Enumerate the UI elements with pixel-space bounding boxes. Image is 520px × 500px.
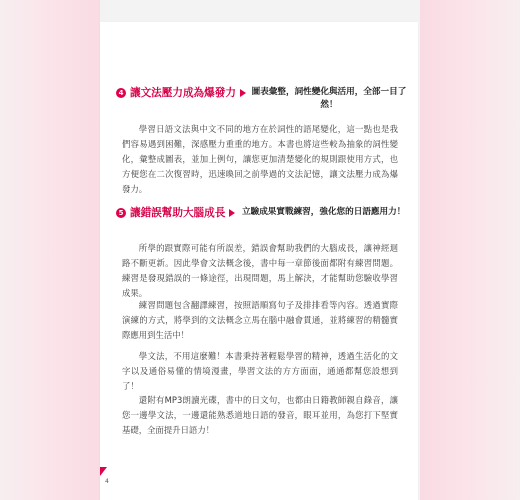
closing-paragraph-1: 學文法，不用這麼難！本書秉持著輕鬆學習的精神，透過生活化的文字以及通俗易懂的情境漫畫，學習文法的方方面面，通通都幫您設想到了！ [122,351,398,391]
page-corner-mark [100,467,107,476]
closing-paragraph-2: 還附有MP3朗讀光碟，書中的日文句，也都由日籍教師親自錄音，讓您一邊學文法，一邊還能熟悉道地日語的發音，眼耳並用，為您打下堅實基礎，全面提升日語力！ [122,395,398,435]
section-subtitle: 立驗成果實戰練習，強化您的日語應用力！ [242,207,406,217]
section-5-paragraph-1: 所學的跟實際可能有所誤差，錯誤會幫助我們的大腦成長，讓神經迴路不斷更新。因此學會文法概念後，書中每一章節後面都附有練習問題。練習是發現錯誤的一條途徑，出現問題，馬上解決，才能幫助您驗收學習成果。 [122,243,398,298]
triangle-arrow-icon [240,89,246,97]
right-decorative-band [420,0,520,500]
section-5-paragraph-2: 練習問題包含翻譯練習，按照語順寫句子及排排看等內容。透過實際演練的方式，將學到的文法概念立馬在腦中融會貫通，並將練習的精髓實際應用到生活中！ [122,300,398,340]
section-title: 讓文法壓力成為爆發力 [130,87,236,99]
section-title: 讓錯誤幫助大腦成長 [130,207,226,219]
left-decorative-band [0,0,100,500]
book-page [100,22,418,500]
section-number-badge: 4 [116,88,126,98]
page-number: 4 [105,478,109,485]
section-number-badge: 5 [116,208,126,218]
section-subtitle: 圖表彙整，詞性變化與活用，全部一目了然！ [251,87,407,110]
section-4-paragraph: 學習日語文法與中文不同的地方在於詞性的語尾變化，這一點也是我們容易遇到困難，深感壓力重重的地方。本書也將這些較為抽象的詞性變化，彙整成圖表，並加上例句，讓您更加清楚變化的規則跟使用方式，也方便您在二次復習時，迅速喚回之前學過的文法記憶，讓文法壓力成為爆發力。 [122,124,398,194]
section-5-header [116,206,408,220]
triangle-arrow-icon [229,209,235,217]
section-4-header [116,86,408,112]
